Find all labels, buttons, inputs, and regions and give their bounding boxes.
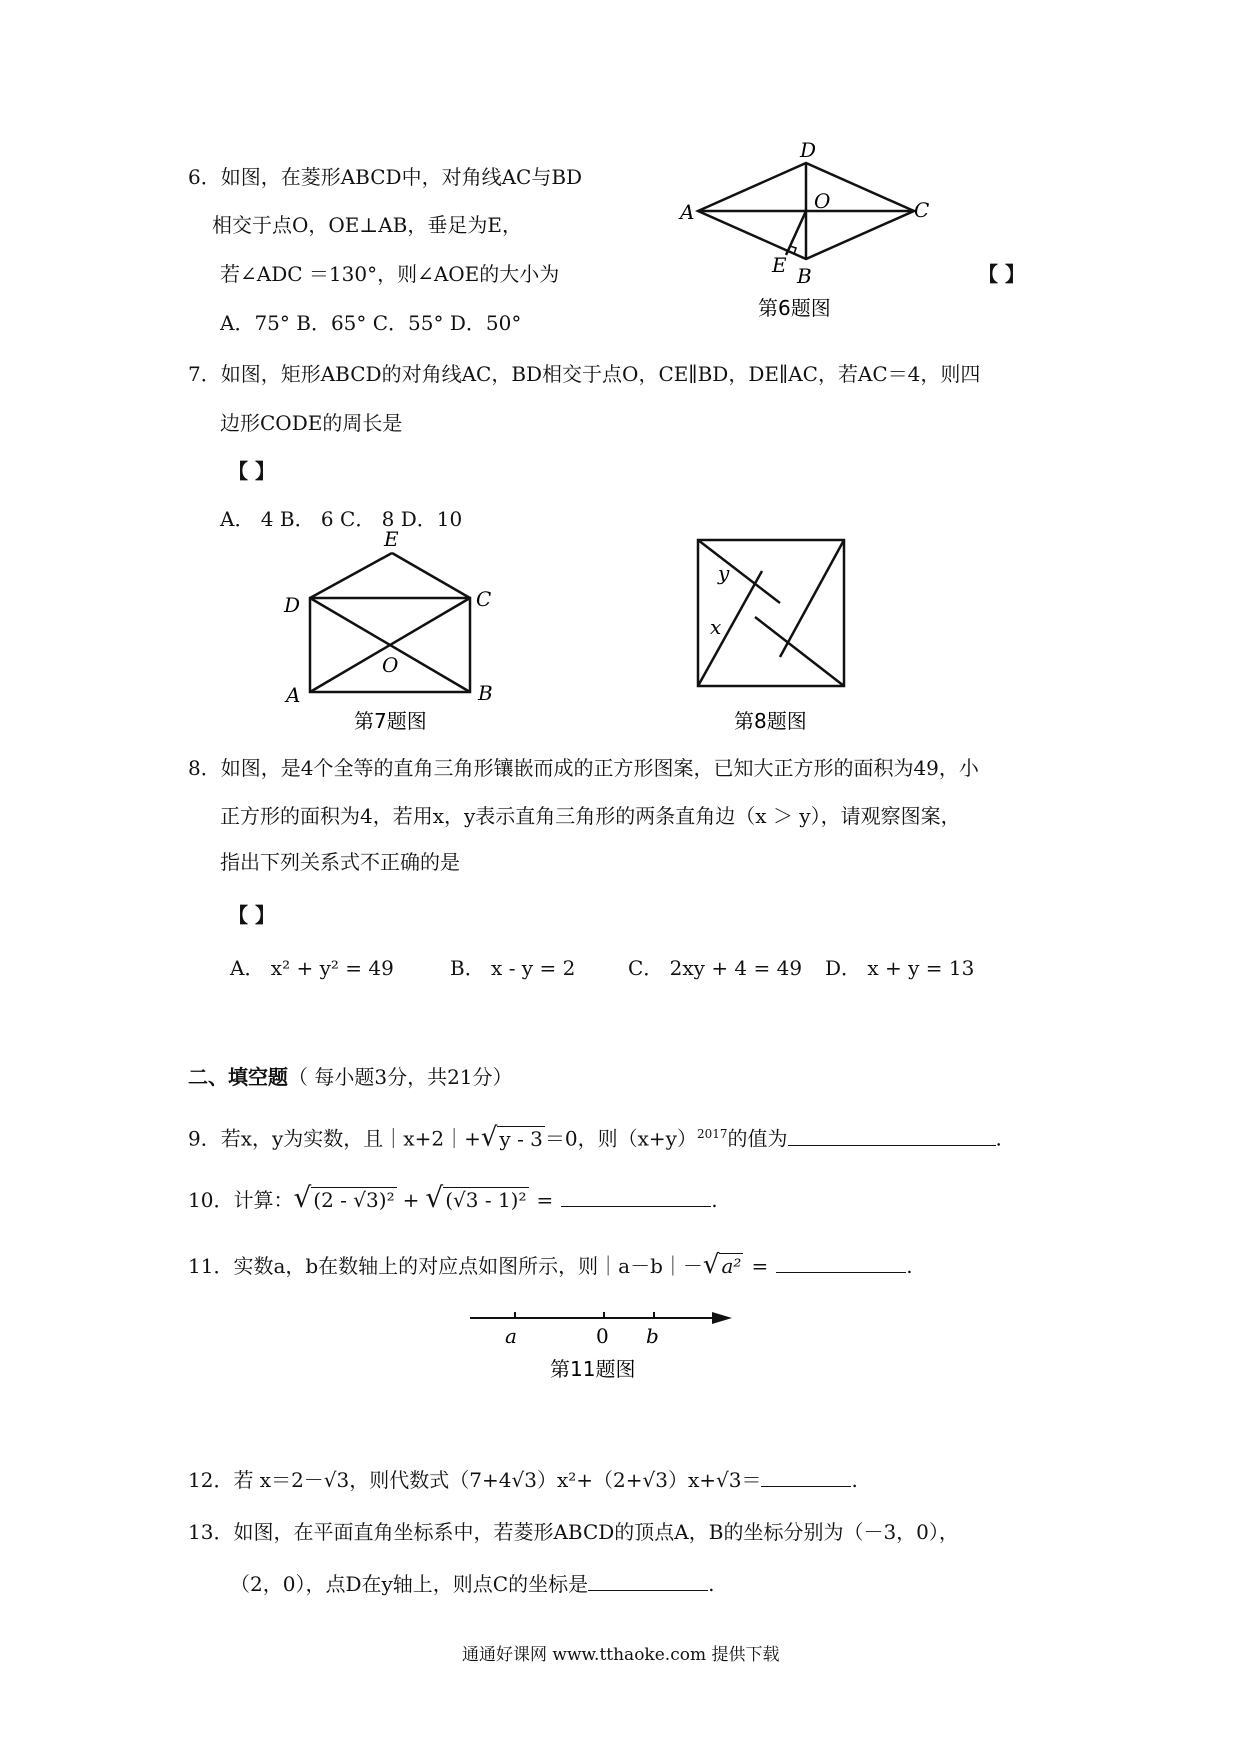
axis-label-b: b: [646, 1324, 659, 1348]
axis-label-a: a: [505, 1324, 517, 1348]
q7-label-D: D: [284, 593, 301, 617]
q10-equals: =: [536, 1188, 554, 1212]
q12-answer-blank[interactable]: [761, 1466, 851, 1487]
q6-caption: 第6题图: [758, 296, 831, 320]
q6-label-E: E: [772, 253, 787, 277]
q12-line: [188, 1466, 858, 1492]
q9-text-c: 的值为: [727, 1126, 788, 1151]
q9-text-a: 9．若x，y为实数，且｜x+2｜+: [188, 1126, 481, 1151]
q9-exponent: 2017: [696, 1127, 728, 1141]
q8-option-a: A． x² + y² = 49: [230, 956, 394, 980]
q7-label-C: C: [476, 587, 492, 611]
axis-arrow: [712, 1312, 732, 1324]
q8-answer-bracket: 【 】: [228, 903, 275, 927]
q6-label-O: O: [814, 189, 831, 213]
q11-equals: =: [751, 1254, 769, 1278]
q6-line2: 相交于点O，OE⊥AB，垂足为E，: [212, 213, 522, 237]
q10-text-a: 10．计算：: [188, 1188, 294, 1212]
q12-end: .: [851, 1468, 858, 1492]
q6-answer-bracket: 【 】: [978, 262, 1025, 286]
q13-answer-blank[interactable]: [588, 1570, 708, 1591]
q10-radicand-1: (2 - √3)²: [313, 1188, 395, 1212]
q6-label-D: D: [800, 138, 817, 162]
q8-line1: 8．如图，是4个全等的直角三角形镶嵌而成的正方形图案，已知大正方形的面积为49，小: [188, 756, 979, 780]
q7-label-A: A: [286, 683, 301, 707]
q7-answer-bracket: 【 】: [228, 459, 275, 483]
q10-plus: +: [402, 1188, 420, 1212]
q11-text-a: 11．实数a，b在数轴上的对应点如图所示，则｜a－b｜－: [188, 1254, 703, 1278]
q8-line2: 正方形的面积为4，若用x，y表示直角三角形的两条直角边（x ＞ y），请观察图案，: [220, 804, 961, 828]
section2-note: （ 每小题3分，共21分）: [288, 1065, 513, 1089]
sqrt-sign: √: [293, 1181, 312, 1214]
q11-radicand: a²: [721, 1254, 742, 1278]
page-footer: 通通好课网 www.tthaoke.com 提供下载: [462, 1645, 780, 1665]
q9-text-b: ＝0，则（x+y）: [544, 1126, 697, 1151]
axis-label-0: 0: [596, 1324, 609, 1348]
sqrt-sign: √: [425, 1181, 444, 1214]
q13-line2: [230, 1570, 714, 1596]
q9-radicand: y - 3: [499, 1126, 543, 1151]
section2-title: 二、填空题: [188, 1065, 288, 1089]
q8-label-x: x: [710, 615, 722, 639]
q8-caption: 第8题图: [734, 709, 807, 733]
q10-end: .: [711, 1188, 718, 1212]
q8-line3: 指出下列关系式不正确的是: [220, 850, 460, 874]
q6-label-A: A: [680, 200, 695, 224]
sqrt-sign: √: [702, 1250, 720, 1280]
q8-label-y: y: [718, 561, 730, 585]
q13-line1: 13．如图，在平面直角坐标系中，若菱形ABCD的顶点A，B的坐标分别为（－3，0），: [188, 1520, 959, 1544]
q11-end: .: [906, 1254, 913, 1278]
q7-label-E: E: [384, 527, 399, 551]
q11-caption: 第11题图: [550, 1357, 636, 1381]
q9-end: .: [995, 1126, 1002, 1151]
q7-options: A． 4 B． 6 C． 8 D．10: [220, 507, 463, 531]
q7-caption: 第7题图: [354, 709, 427, 733]
q6-label-B: B: [797, 264, 812, 288]
q12-text: 12．若 x＝2－√3，则代数式（7+4√3）x²+（2+√3）x+√3＝: [188, 1468, 762, 1492]
q7-label-B: B: [478, 681, 493, 705]
q7-label-O: O: [382, 653, 399, 677]
q6-options: A．75° B．65° C．55° D．50°: [220, 311, 522, 335]
q7-line2: 边形CODE的周长是: [220, 411, 403, 435]
sqrt-sign: √: [480, 1122, 498, 1153]
q13-text: （2，0），点D在y轴上，则点C的坐标是: [230, 1572, 589, 1596]
q13-end: .: [708, 1572, 715, 1596]
q6-line3: 若∠ADC ＝130°，则∠AOE的大小为: [220, 262, 560, 286]
q8-option-d: D． x + y = 13: [825, 956, 975, 980]
q8-option-c: C． 2xy + 4 = 49: [628, 956, 803, 980]
q8-option-b: B． x - y = 2: [450, 956, 576, 980]
q6-line1: 6．如图，在菱形ABCD中，对角线AC与BD: [188, 165, 583, 189]
q10-radicand-2: (√3 - 1)²: [445, 1188, 527, 1212]
q7-line1: 7．如图，矩形ABCD的对角线AC，BD相交于点O，CE∥BD，DE∥AC，若AC＝4，则四: [188, 362, 981, 386]
q6-label-C: C: [914, 198, 930, 222]
